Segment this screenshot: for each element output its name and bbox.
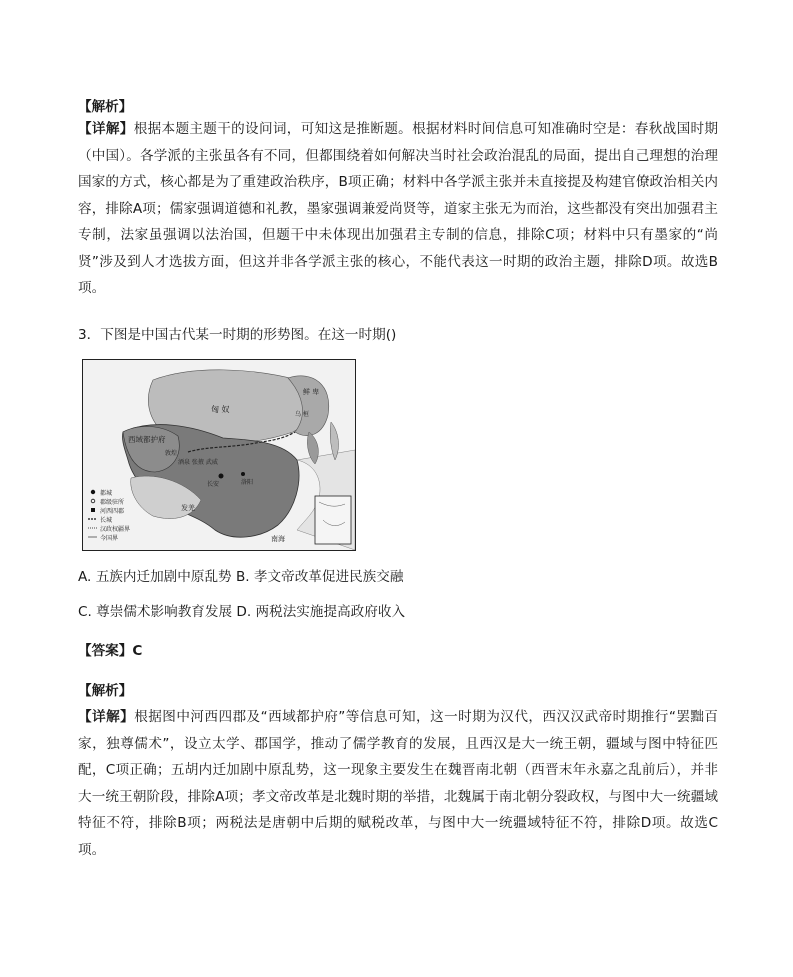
- label-xiongnu: 匈 奴: [211, 405, 230, 414]
- legend-3: 河西四郡: [100, 508, 125, 515]
- legend-2: 郡级驻所: [100, 499, 125, 506]
- options-row-1: A. 五族内迁加剧中原乱势 B. 孝文帝改革促进民族交融: [78, 569, 404, 585]
- analysis-detail-2: [78, 704, 718, 863]
- analysis-heading-1: 【解析】: [78, 99, 133, 115]
- label-nanhai: 南海: [271, 535, 285, 543]
- label-xiyu: 西域都护府: [128, 435, 166, 444]
- answer-label: 【答案】: [78, 643, 133, 659]
- map-graphic: [83, 360, 355, 550]
- label-xianbei: 鲜 卑: [303, 388, 320, 396]
- label-wuhuan: 乌 桓: [295, 411, 309, 418]
- south-sea-inset: [315, 496, 351, 544]
- answer-value: C: [132, 643, 143, 659]
- analysis-detail-1: [78, 116, 718, 302]
- options-row-2: C. 尊崇儒术影响教育发展 D. 两税法实施提高政府收入: [78, 604, 406, 620]
- analysis-heading-2: 【解析】: [78, 683, 133, 699]
- legend-4: 长城: [100, 517, 113, 524]
- label-luoyang: 洛阳: [241, 479, 254, 486]
- legend-1: 都城: [100, 490, 113, 497]
- luoyang-dot: [241, 472, 245, 476]
- detail-label-2: 【详解】: [78, 709, 135, 725]
- question-stem: 3．下图是中国古代某一时期的形势图。在这一时期(): [78, 327, 397, 343]
- label-dunhuang: 敦煌: [165, 450, 178, 457]
- label-changan: 长安: [207, 481, 220, 488]
- detail-label-1: 【详解】: [78, 121, 134, 137]
- changan-dot: [219, 474, 224, 479]
- historical-map: [82, 359, 356, 551]
- label-hexi: 酒泉 张掖 武威: [178, 459, 218, 466]
- legend-5: 汉政权疆界: [100, 526, 131, 533]
- label-fa: 发羌: [181, 504, 195, 512]
- legend-6: 今国界: [100, 535, 119, 542]
- answer-line: [78, 638, 718, 664]
- detail-text-1: 根据本题主题干的设问词，可知这是推断题。根据材料时间信息可知准确时空是：春秋战国时期（中国）。各学派的主张虽各有不同，但都围绕着如何解决当时社会政治混乱的局面，提出自己理想的治理国家的方式，核心都是为了重建政治秩序，B项正确；材料中各学派主张并未直接提及构建官僚政治相关内容，排除A项；儒家强调道德和礼教，墨家强调兼爱尚贤等，道家主张无为而治，这些都没有突出加强君主专制，法家虽强调以法治国，但题干中未体现出加强君主专制的信息，排除C项；材料中只有墨家的“尚贤”涉及到人才选拔方面，但这并非各学派主张的核心，不能代表这一时期的政治主题，排除D项。故选B项。: [78, 121, 719, 296]
- detail-text-2: 根据图中河西四郡及“西域都护府”等信息可知，这一时期为汉代，西汉汉武帝时期推行“罢黜百家，独尊儒术”，设立太学、郡国学，推动了儒学教育的发展，且西汉是大一统王朝，疆域与图中特征匹配，C项正确；五胡内迁加剧中原乱势，这一现象主要发生在魏晋南北朝（西晋末年永嘉之乱前后），并非大一统王朝阶段，排除A项；孝文帝改革是北魏时期的举措，北魏属于南北朝分裂政权，与图中大一统疆域特征不符，排除B项；两税法是唐朝中后期的赋税改革，与图中大一统疆域特征不符，排除D项。故选C项。: [78, 709, 719, 858]
